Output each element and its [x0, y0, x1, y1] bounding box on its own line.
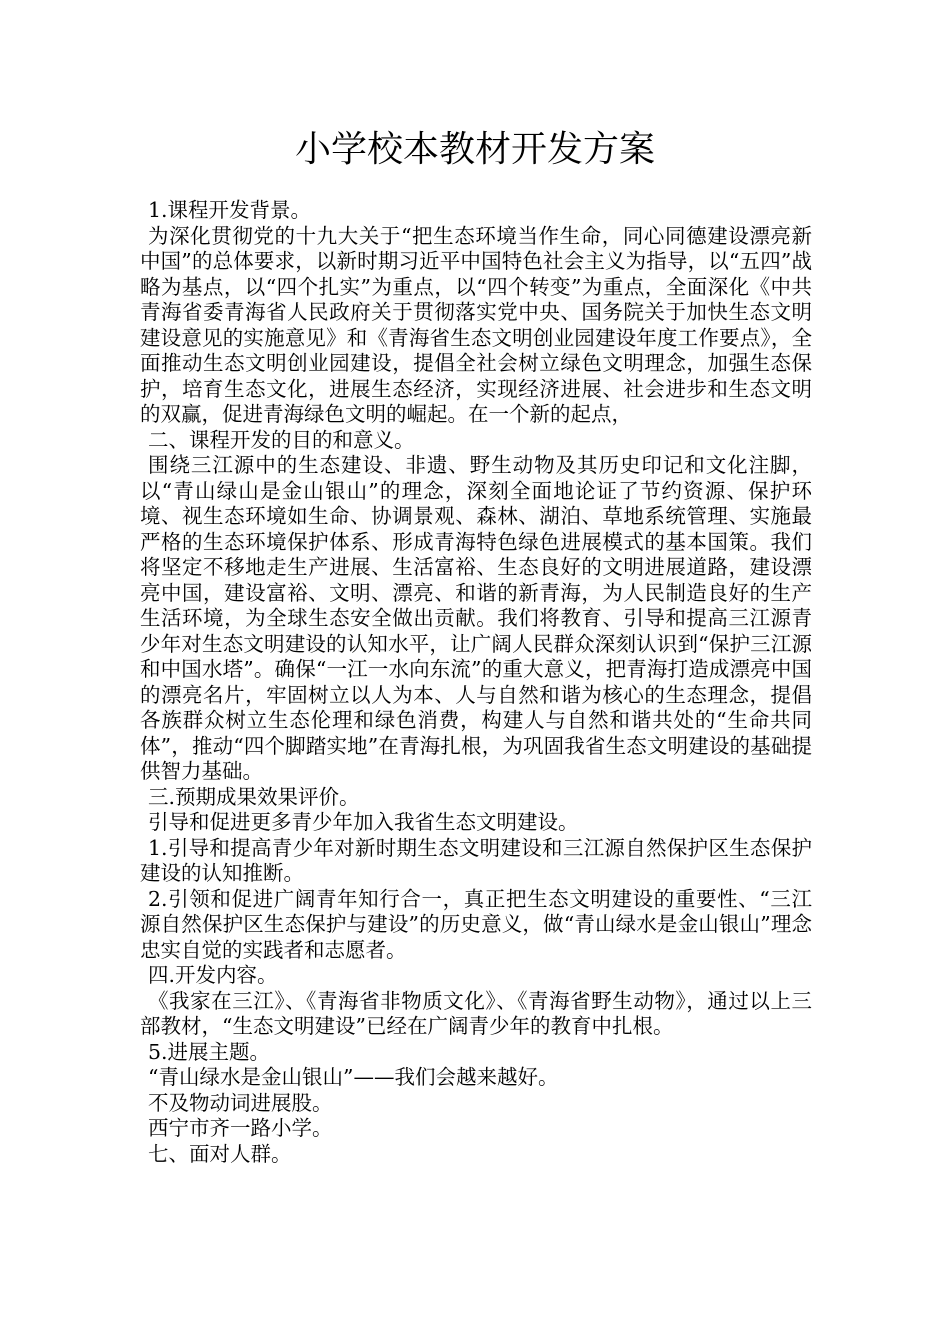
paragraph-content: 《我家在三江》、《青海省非物质文化》、《青海省野生动物》，通过以上三部教材，“生态文明建设”已经在广阔青少年的教育中扎根。 [140, 988, 812, 1038]
section-heading-content: 四.开发内容。 [148, 963, 278, 987]
section-heading-theme: 5.进展主题。 [148, 1039, 271, 1064]
paragraph-line-13: 不及物动词进展股。 [148, 1090, 333, 1115]
section-heading-evaluation: 三.预期成果效果评价。 [148, 784, 360, 809]
evaluation-item-2: 2.引领和促进广阔青年知行合一，真正把生态文明建设的重要性、“三江源自然保护区生态保护与建设”的历史意义，做“青山绿水是金山银山”理念忠实自觉的实践者和志愿者。 [140, 886, 812, 962]
section-heading-background: 1.课程开发背景。 [148, 198, 312, 222]
document-title: 小学校本教材开发方案 [294, 129, 655, 170]
paragraph-evaluation-intro: 引导和促进更多青少年加入我省生态文明建设。 [148, 810, 579, 834]
section-heading-purpose: 二、课程开发的目的和意义。 [148, 427, 415, 452]
section-heading-audience: 七、面对人群。 [148, 1141, 292, 1166]
paragraph-school: 西宁市齐一路小学。 [148, 1116, 333, 1140]
paragraph-background: 为深化贯彻党的十九大关于“把生态环境当作生命，同心同德建设漂亮新中国”的总体要求，以新时期习近平中国特色社会主义为指导，以“五四”战略为基点，以“四个扎实”为重点，以“四个转变”为重点，全面深化《中共青海省委青海省人民政府关于贯彻落实党中央、国务院关于加快生态文明建设意见的实施意见》和《青海省生态文明创业园建设年度工作要点》，全面推动生态文明创业园建设，提倡全社会树立绿色文明理念，加强生态保护，培育生态文化，进展生态经济，实现经济进展、社会进步和生态文明的双赢，促进青海绿色文明的崛起。在一个新的起点， [140, 223, 812, 426]
document-body [140, 198, 812, 1167]
paragraph-theme: “青山绿水是金山银山”——我们会越来越好。 [148, 1065, 559, 1089]
paragraph-purpose: 围绕三江源中的生态建设、非遗、野生动物及其历史印记和文化注脚，以“青山绿山是金山银山”的理念，深刻全面地论证了节约资源、保护环境、视生态环境如生命、协调景观、森林、湖泊、草地系统管理、实施最严格的生态环境保护体系、形成青海特色绿色进展模式的基本国策。我们将坚定不移地走生产进展、生活富裕、生态良好的文明进展道路，建设漂亮中国，建设富裕、文明、漂亮、和谐的新青海，为人民制造良好的生产生活环境，为全球生态安全做出贡献。我们将教育、引导和提高三江源青少年对生态文明建设的认知水平，让广阔人民群众深刻认识到“保护三江源和中国水塔”。确保“一江一水向东流”的重大意义，把青海打造成漂亮中国的漂亮名片，牢固树立以人为本、人与自然和谐为核心的生态理念，提倡各族群众树立生态伦理和绿色消费，构建人与自然和谐共处的“生命共同体”，推动“四个脚踏实地”在青海扎根，为巩固我省生态文明建设的基础提供智力基础。 [140, 453, 812, 783]
evaluation-item-1: 1.引导和提高青少年对新时期生态文明建设和三江源自然保护区生态保护建设的认知推断。 [140, 835, 812, 885]
